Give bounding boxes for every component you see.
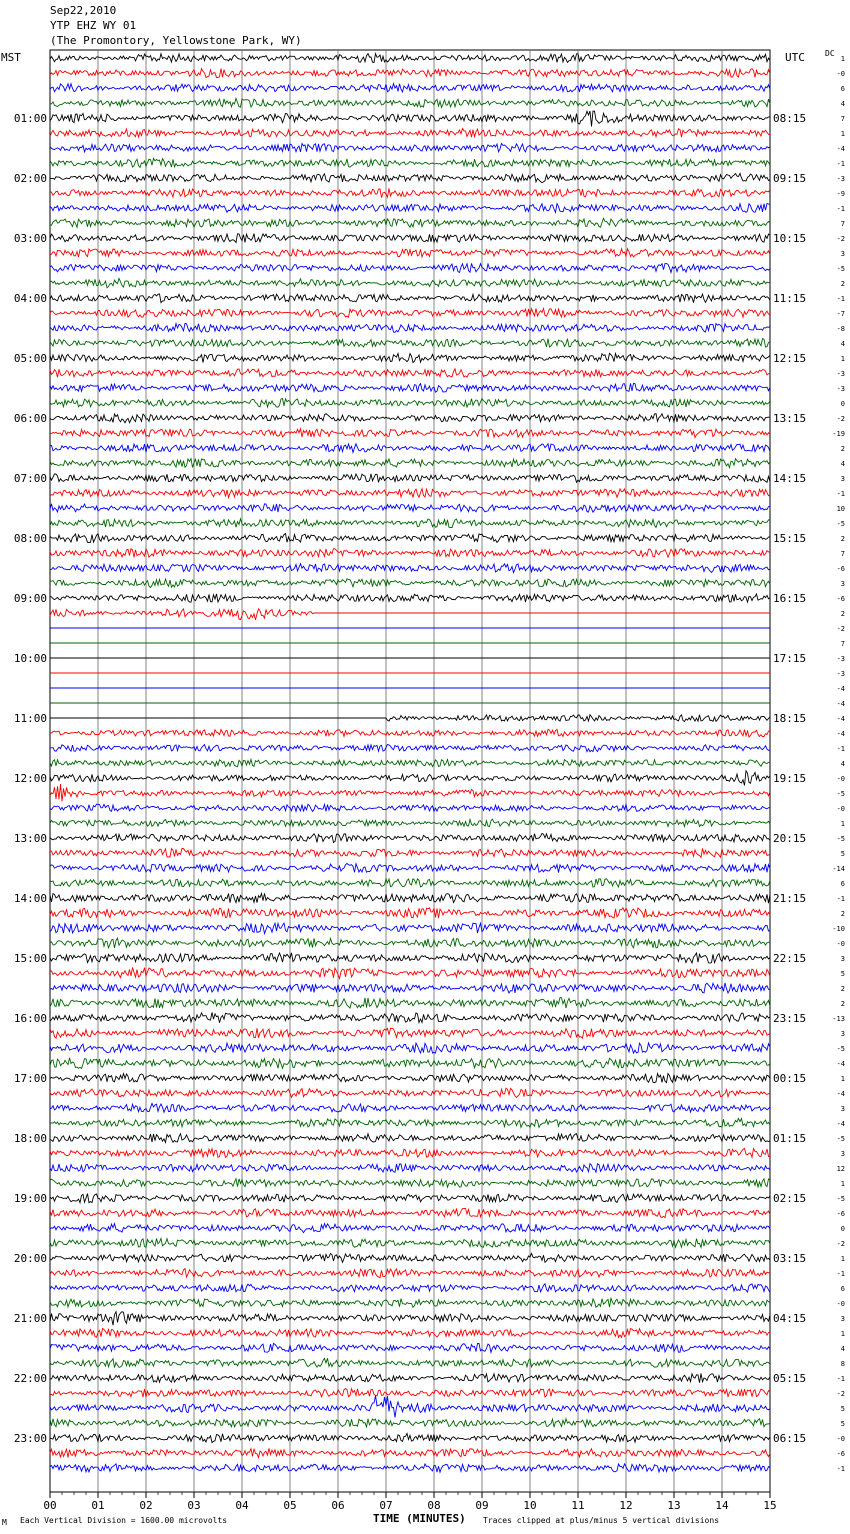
dc-offset-label: -5 bbox=[836, 265, 845, 273]
mst-hour-label: 01:00 bbox=[13, 112, 47, 125]
dc-offset-label: 1 bbox=[840, 1330, 845, 1338]
seismic-trace bbox=[50, 474, 770, 483]
seismic-trace bbox=[50, 819, 770, 826]
mst-hour-label: 07:00 bbox=[13, 472, 47, 485]
seismic-trace bbox=[50, 189, 770, 198]
dc-offset-label: 3 bbox=[840, 250, 845, 258]
seismic-trace bbox=[50, 564, 770, 573]
x-tick-label: 05 bbox=[283, 1499, 297, 1512]
utc-hour-label: 22:15 bbox=[773, 952, 807, 965]
utc-hour-label: 17:15 bbox=[773, 652, 807, 665]
x-tick-label: 13 bbox=[667, 1499, 681, 1512]
seismic-trace bbox=[50, 1343, 770, 1352]
x-tick-label: 02 bbox=[139, 1499, 153, 1512]
seismic-trace bbox=[50, 1374, 770, 1383]
dc-offset-label: 1 bbox=[840, 820, 845, 828]
mst-hour-label: 18:00 bbox=[13, 1132, 47, 1145]
dc-offset-label: -6 bbox=[836, 565, 845, 573]
dc-offset-label: -14 bbox=[832, 865, 845, 873]
dc-offset-label: -5 bbox=[836, 835, 845, 843]
dc-offset-label: -4 bbox=[836, 700, 845, 708]
utc-hour-label: 00:15 bbox=[773, 1072, 807, 1085]
seismic-trace bbox=[50, 1419, 770, 1428]
seismic-trace bbox=[50, 429, 770, 438]
dc-offset-label: 4 bbox=[840, 460, 845, 468]
dc-offset-label: 3 bbox=[840, 580, 845, 588]
seismic-trace bbox=[50, 938, 770, 948]
seismic-trace bbox=[50, 339, 770, 347]
utc-label: UTC bbox=[785, 51, 805, 64]
dc-offset-label: 2 bbox=[840, 985, 845, 993]
x-tick-label: 00 bbox=[43, 1499, 57, 1512]
mst-hour-label: 23:00 bbox=[13, 1432, 47, 1445]
dc-offset-label: -0 bbox=[836, 805, 845, 813]
dc-offset-label: 7 bbox=[840, 220, 845, 228]
seismic-trace bbox=[50, 759, 770, 766]
seismic-trace bbox=[50, 308, 770, 317]
utc-hour-label: 12:15 bbox=[773, 352, 807, 365]
dc-offset-label: 5 bbox=[840, 1420, 845, 1428]
seismic-trace bbox=[50, 1358, 770, 1367]
utc-hour-label: 18:15 bbox=[773, 712, 807, 725]
dc-offset-label: -1 bbox=[836, 895, 845, 903]
seismic-trace bbox=[50, 848, 770, 857]
dc-offset-label: 6 bbox=[840, 1285, 845, 1293]
dc-offset-label: -4 bbox=[836, 1120, 845, 1128]
seismic-trace bbox=[50, 998, 770, 1009]
dc-offset-label: -5 bbox=[836, 1045, 845, 1053]
seismic-trace bbox=[50, 1298, 770, 1307]
mst-hour-label: 09:00 bbox=[13, 592, 47, 605]
station-location: (The Promontory, Yellowstone Park, WY) bbox=[50, 34, 302, 47]
dc-offset-label: -0 bbox=[836, 1300, 845, 1308]
dc-offset-label: 2 bbox=[840, 535, 845, 543]
seismic-trace bbox=[50, 111, 770, 126]
utc-hour-label: 08:15 bbox=[773, 112, 807, 125]
mst-hour-label: 06:00 bbox=[13, 412, 47, 425]
dc-offset-label: -3 bbox=[836, 655, 845, 663]
dc-offset-label: -3 bbox=[836, 670, 845, 678]
dc-offset-label: -1 bbox=[836, 205, 845, 213]
seismic-trace bbox=[50, 234, 770, 243]
mst-hour-label: 15:00 bbox=[13, 952, 47, 965]
dc-offset-label: -3 bbox=[836, 175, 845, 183]
dc-offset-label: -2 bbox=[836, 1240, 845, 1248]
seismic-trace bbox=[50, 459, 770, 468]
dc-offset-label: 8 bbox=[840, 1360, 845, 1368]
seismic-trace bbox=[50, 504, 770, 512]
seismic-trace bbox=[50, 353, 770, 362]
x-axis-title: TIME (MINUTES) bbox=[373, 1512, 466, 1525]
utc-hour-label: 09:15 bbox=[773, 172, 807, 185]
dc-offset-label: 1 bbox=[840, 1255, 845, 1263]
x-tick-label: 12 bbox=[619, 1499, 633, 1512]
seismic-trace bbox=[50, 1396, 770, 1418]
utc-hour-label: 05:15 bbox=[773, 1372, 807, 1385]
dc-offset-label: 4 bbox=[840, 340, 845, 348]
dc-offset-label: -3 bbox=[836, 385, 845, 393]
seismic-trace bbox=[50, 519, 770, 528]
seismic-trace bbox=[50, 1448, 770, 1457]
dc-offset-label: -1 bbox=[836, 1465, 845, 1473]
dc-offset-label: -5 bbox=[836, 520, 845, 528]
seismic-trace bbox=[50, 908, 770, 918]
seismic-trace bbox=[50, 953, 770, 963]
mst-hour-label: 21:00 bbox=[13, 1312, 47, 1325]
mst-hour-label: 12:00 bbox=[13, 772, 47, 785]
dc-offset-label: 3 bbox=[840, 1105, 845, 1113]
scale-note: Each Vertical Division = 1600.00 microvolts bbox=[20, 1516, 228, 1525]
dc-offset-label: -0 bbox=[836, 775, 845, 783]
station-code: YTP EHZ WY 01 bbox=[50, 19, 137, 32]
dc-label: DC bbox=[825, 49, 835, 58]
dc-offset-label: -6 bbox=[836, 595, 845, 603]
seismic-trace bbox=[50, 1043, 770, 1053]
utc-hour-label: 04:15 bbox=[773, 1312, 807, 1325]
seismic-trace bbox=[50, 54, 770, 63]
seismic-trace bbox=[50, 1433, 770, 1442]
seismic-trace bbox=[50, 1464, 770, 1472]
seismic-trace bbox=[50, 1179, 770, 1188]
dc-offset-label: -8 bbox=[836, 325, 845, 333]
dc-offset-label: -3 bbox=[836, 370, 845, 378]
dc-offset-label: -4 bbox=[836, 1090, 845, 1098]
mst-hour-label: 04:00 bbox=[13, 292, 47, 305]
dc-offset-label: 2 bbox=[840, 445, 845, 453]
dc-offset-label: 4 bbox=[840, 760, 845, 768]
dc-offset-label: -13 bbox=[832, 1015, 845, 1023]
seismic-trace bbox=[50, 263, 770, 272]
mst-hour-label: 10:00 bbox=[13, 652, 47, 665]
clip-note: Traces clipped at plus/minus 5 vertical divisions bbox=[483, 1516, 720, 1525]
utc-hour-label: 11:15 bbox=[773, 292, 807, 305]
seismic-trace bbox=[50, 369, 770, 378]
x-tick-label: 07 bbox=[379, 1499, 393, 1512]
seismic-trace bbox=[50, 144, 770, 152]
dc-offset-label: -9 bbox=[836, 190, 845, 198]
seismic-trace bbox=[50, 834, 770, 843]
x-tick-label: 09 bbox=[475, 1499, 489, 1512]
seismic-trace bbox=[50, 1028, 770, 1038]
seismic-trace bbox=[50, 294, 770, 303]
dc-offset-label: 1 bbox=[840, 1180, 845, 1188]
seismic-trace bbox=[50, 1012, 770, 1022]
seismic-trace bbox=[50, 715, 770, 722]
utc-hour-label: 15:15 bbox=[773, 532, 807, 545]
dc-offset-label: -5 bbox=[836, 790, 845, 798]
mst-hour-label: 13:00 bbox=[13, 832, 47, 845]
seismic-trace bbox=[50, 1253, 770, 1262]
seismic-trace bbox=[50, 1239, 770, 1248]
dc-offset-label: -2 bbox=[836, 1390, 845, 1398]
dc-offset-label: 2 bbox=[840, 1000, 845, 1008]
dc-offset-label: -6 bbox=[836, 1210, 845, 1218]
dc-offset-label: 0 bbox=[840, 400, 845, 408]
x-tick-label: 06 bbox=[331, 1499, 345, 1512]
seismic-trace bbox=[50, 84, 770, 92]
chart-date: Sep22,2010 bbox=[50, 4, 117, 17]
seismic-trace bbox=[50, 489, 770, 498]
dc-offset-label: -1 bbox=[836, 490, 845, 498]
dc-offset-label: 10 bbox=[836, 505, 845, 513]
seismic-trace bbox=[50, 744, 770, 751]
seismic-trace bbox=[50, 1134, 770, 1143]
utc-hour-label: 01:15 bbox=[773, 1132, 807, 1145]
seismic-trace bbox=[50, 893, 770, 903]
seismic-trace bbox=[50, 1224, 770, 1233]
utc-hour-label: 03:15 bbox=[773, 1252, 807, 1265]
dc-offset-label: 2 bbox=[840, 280, 845, 288]
mst-hour-label: 05:00 bbox=[13, 352, 47, 365]
dc-offset-label: 2 bbox=[840, 910, 845, 918]
seismic-trace bbox=[50, 534, 770, 543]
seismic-trace bbox=[50, 323, 770, 332]
dc-offset-label: 6 bbox=[840, 85, 845, 93]
dc-offset-label: 3 bbox=[840, 1030, 845, 1038]
dc-offset-label: -0 bbox=[836, 940, 845, 948]
dc-offset-label: -2 bbox=[836, 415, 845, 423]
dc-offset-label: 7 bbox=[840, 550, 845, 558]
dc-offset-label: -2 bbox=[836, 235, 845, 243]
dc-offset-label: -6 bbox=[836, 1450, 845, 1458]
seismic-trace bbox=[50, 1058, 770, 1069]
seismic-trace bbox=[50, 879, 770, 887]
dc-offset-label: -1 bbox=[836, 160, 845, 168]
seismic-trace bbox=[50, 98, 770, 107]
seismic-trace bbox=[50, 278, 770, 287]
seismic-trace bbox=[50, 249, 770, 257]
seismic-trace bbox=[50, 1118, 770, 1127]
dc-offset-label: -0 bbox=[836, 70, 845, 78]
utc-hour-label: 20:15 bbox=[773, 832, 807, 845]
dc-offset-label: 1 bbox=[840, 130, 845, 138]
x-tick-label: 08 bbox=[427, 1499, 441, 1512]
mst-hour-label: 19:00 bbox=[13, 1192, 47, 1205]
x-tick-label: 15 bbox=[763, 1499, 777, 1512]
dc-offset-label: 7 bbox=[840, 115, 845, 123]
seismic-trace bbox=[50, 594, 770, 602]
seismic-trace bbox=[50, 218, 770, 227]
seismic-trace bbox=[50, 1088, 770, 1097]
seismic-trace bbox=[50, 1208, 770, 1217]
dc-offset-label: 0 bbox=[840, 1225, 845, 1233]
seismic-trace bbox=[50, 1312, 770, 1326]
dc-offset-label: -1 bbox=[836, 295, 845, 303]
dc-offset-label: 2 bbox=[840, 610, 845, 618]
seismic-trace bbox=[50, 729, 770, 737]
dc-offset-label: -7 bbox=[836, 310, 845, 318]
mst-label: MST bbox=[1, 51, 21, 64]
mst-hour-label: 03:00 bbox=[13, 232, 47, 245]
x-tick-label: 14 bbox=[715, 1499, 729, 1512]
seismic-trace bbox=[50, 1389, 770, 1398]
seismic-trace bbox=[50, 129, 770, 138]
dc-offset-label: 5 bbox=[840, 970, 845, 978]
seismic-trace bbox=[50, 414, 770, 423]
seismic-trace bbox=[50, 1103, 770, 1112]
dc-offset-label: -4 bbox=[836, 685, 845, 693]
dc-offset-label: 1 bbox=[840, 355, 845, 363]
seismic-trace bbox=[50, 609, 770, 620]
dc-offset-label: 4 bbox=[840, 1345, 845, 1353]
seismic-trace bbox=[50, 1074, 770, 1083]
seismic-trace bbox=[50, 579, 770, 588]
dc-offset-label: -10 bbox=[832, 925, 845, 933]
utc-hour-label: 19:15 bbox=[773, 772, 807, 785]
dc-offset-label: -2 bbox=[836, 625, 845, 633]
x-tick-label: 10 bbox=[523, 1499, 537, 1512]
seismic-trace bbox=[50, 549, 770, 558]
dc-offset-label: -1 bbox=[836, 745, 845, 753]
dc-offset-label: 1 bbox=[840, 55, 845, 63]
seismic-trace bbox=[50, 1329, 770, 1338]
seismic-trace bbox=[50, 399, 770, 408]
seismic-trace bbox=[50, 983, 770, 993]
seismic-trace bbox=[50, 1164, 770, 1173]
x-tick-label: 03 bbox=[187, 1499, 201, 1512]
dc-offset-label: 3 bbox=[840, 955, 845, 963]
dc-offset-label: -4 bbox=[836, 730, 845, 738]
dc-offset-label: -5 bbox=[836, 1195, 845, 1203]
seismic-trace bbox=[50, 864, 770, 873]
corner-mark: M bbox=[2, 1518, 7, 1527]
dc-offset-label: 3 bbox=[840, 475, 845, 483]
seismic-trace bbox=[50, 1269, 770, 1278]
seismic-trace bbox=[50, 968, 770, 979]
x-tick-label: 01 bbox=[91, 1499, 105, 1512]
dc-offset-label: 7 bbox=[840, 640, 845, 648]
dc-offset-label: -4 bbox=[836, 145, 845, 153]
dc-offset-label: 12 bbox=[836, 1165, 845, 1173]
mst-hour-label: 22:00 bbox=[13, 1372, 47, 1385]
dc-offset-label: -5 bbox=[836, 1135, 845, 1143]
mst-hour-label: 14:00 bbox=[13, 892, 47, 905]
dc-offset-label: 3 bbox=[840, 1150, 845, 1158]
seismic-trace bbox=[50, 383, 770, 392]
utc-hour-label: 02:15 bbox=[773, 1192, 807, 1205]
x-tick-label: 04 bbox=[235, 1499, 249, 1512]
dc-offset-label: 3 bbox=[840, 1315, 845, 1323]
seismic-trace bbox=[50, 784, 770, 801]
mst-hour-label: 16:00 bbox=[13, 1012, 47, 1025]
dc-offset-label: 1 bbox=[840, 1075, 845, 1083]
seismic-trace bbox=[50, 68, 770, 77]
seismic-trace bbox=[50, 1149, 770, 1158]
dc-offset-label: -4 bbox=[836, 715, 845, 723]
seismic-trace bbox=[50, 804, 770, 811]
mst-hour-label: 02:00 bbox=[13, 172, 47, 185]
mst-hour-label: 08:00 bbox=[13, 532, 47, 545]
seismic-trace bbox=[50, 1284, 770, 1293]
dc-offset-label: -19 bbox=[832, 430, 845, 438]
mst-hour-label: 17:00 bbox=[13, 1072, 47, 1085]
utc-hour-label: 23:15 bbox=[773, 1012, 807, 1025]
x-tick-label: 11 bbox=[571, 1499, 585, 1512]
dc-offset-label: -1 bbox=[836, 1375, 845, 1383]
utc-hour-label: 16:15 bbox=[773, 592, 807, 605]
seismic-trace bbox=[50, 444, 770, 453]
mst-hour-label: 11:00 bbox=[13, 712, 47, 725]
utc-hour-label: 14:15 bbox=[773, 472, 807, 485]
seismic-trace bbox=[50, 158, 770, 167]
utc-hour-label: 10:15 bbox=[773, 232, 807, 245]
dc-offset-label: -4 bbox=[836, 1060, 845, 1068]
dc-offset-label: 4 bbox=[840, 100, 845, 108]
utc-hour-label: 06:15 bbox=[773, 1432, 807, 1445]
seismic-trace bbox=[50, 923, 770, 933]
dc-offset-label: 6 bbox=[840, 880, 845, 888]
dc-offset-label: -1 bbox=[836, 1270, 845, 1278]
seismic-trace bbox=[50, 1194, 770, 1203]
mst-hour-label: 20:00 bbox=[13, 1252, 47, 1265]
dc-offset-label: 5 bbox=[840, 1405, 845, 1413]
dc-offset-label: -0 bbox=[836, 1435, 845, 1443]
seismic-trace bbox=[50, 173, 770, 182]
utc-hour-label: 21:15 bbox=[773, 892, 807, 905]
seismic-trace bbox=[50, 771, 770, 786]
seismic-trace bbox=[50, 204, 770, 213]
utc-hour-label: 13:15 bbox=[773, 412, 807, 425]
dc-offset-label: 5 bbox=[840, 850, 845, 858]
